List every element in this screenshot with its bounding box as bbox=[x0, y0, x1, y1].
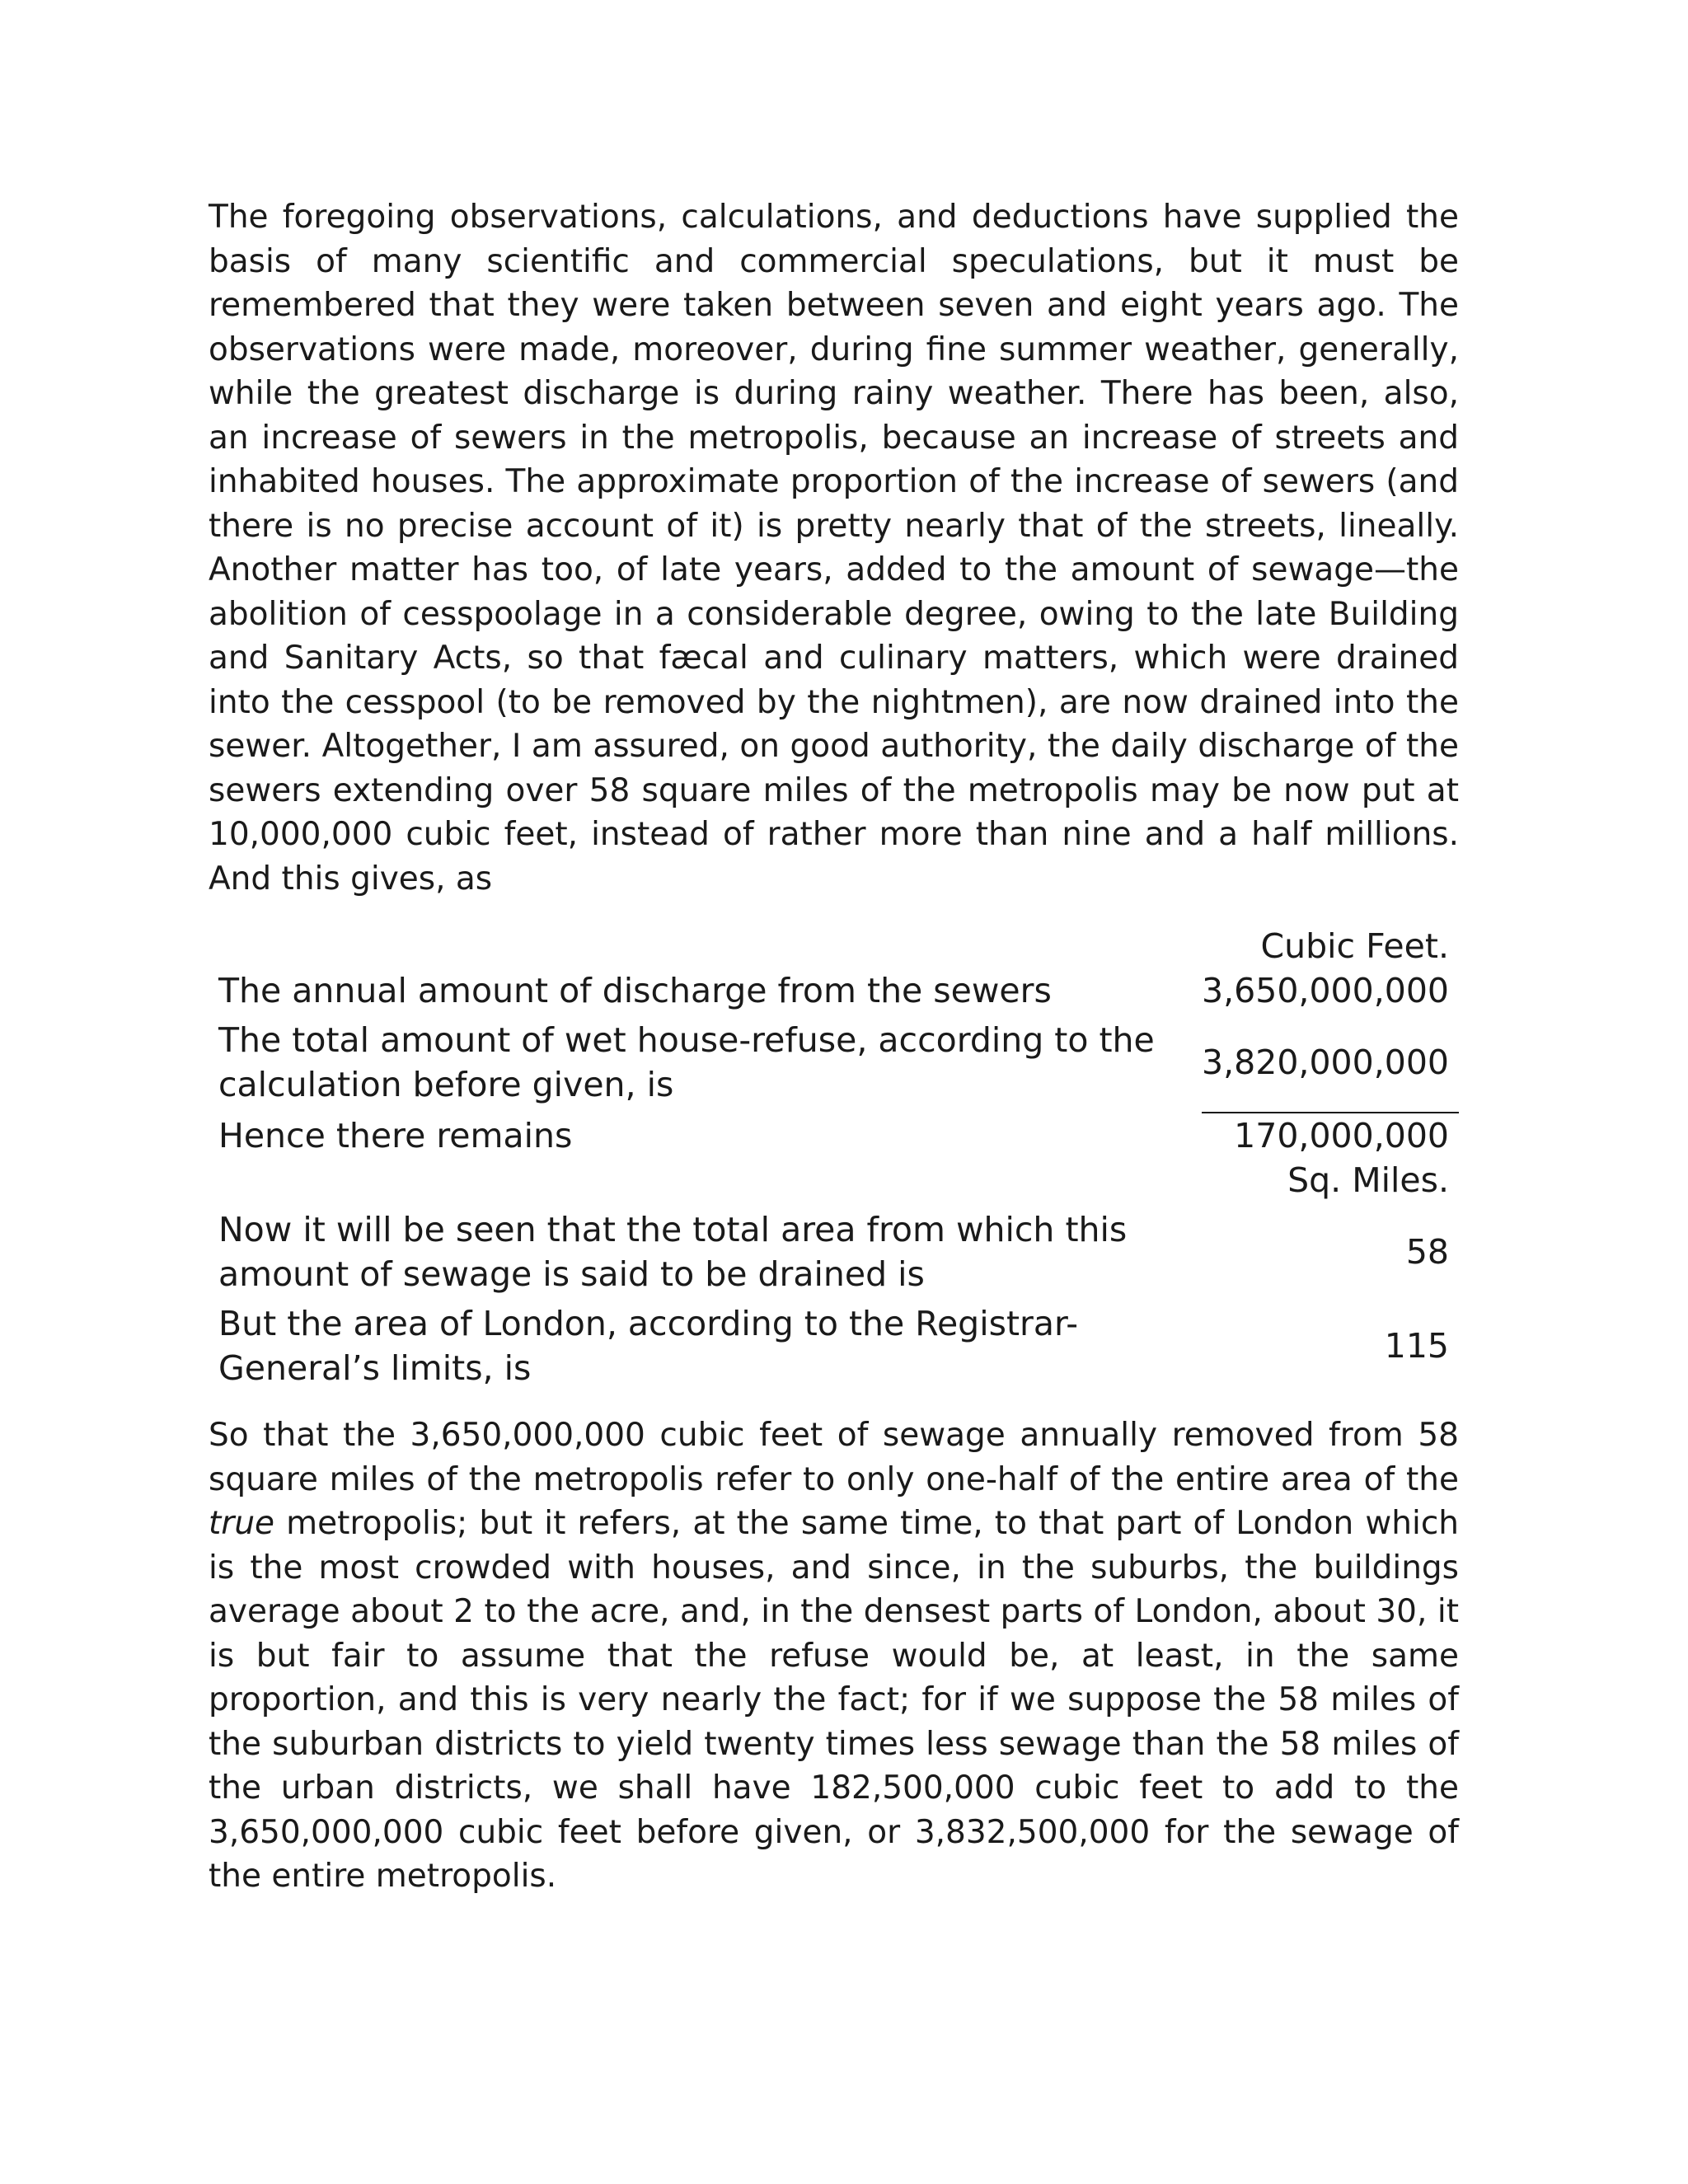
row-value: 3,820,000,000 bbox=[1202, 1043, 1449, 1082]
row-value: 58 bbox=[1405, 1232, 1449, 1272]
result-row bbox=[209, 1113, 1459, 1158]
unit-header-row bbox=[209, 924, 1459, 968]
result-value: 170,000,000 bbox=[1202, 1113, 1459, 1158]
result-label: Hence there remains bbox=[218, 1115, 573, 1155]
table-row bbox=[209, 968, 1459, 1013]
table-row bbox=[209, 1301, 1459, 1390]
table-row bbox=[209, 1018, 1459, 1107]
unit-header-cubic-feet: Cubic Feet. bbox=[1260, 926, 1449, 966]
paragraph-conclusion bbox=[209, 1413, 1459, 1899]
row-value: 3,650,000,000 bbox=[1202, 971, 1449, 1010]
row-label: The annual amount of discharge from the sewers bbox=[218, 971, 1052, 1010]
calculation-table bbox=[209, 924, 1459, 1390]
document-page bbox=[209, 195, 1459, 1899]
row-label: The total amount of wet house-refuse, according to the calculation before given, is bbox=[218, 1020, 1155, 1104]
unit-header-row bbox=[209, 1158, 1459, 1202]
row-value: 115 bbox=[1384, 1326, 1449, 1366]
italic-word: true bbox=[209, 1505, 275, 1542]
table-row bbox=[209, 1207, 1459, 1296]
row-label: Now it will be seen that the total area from which this amount of sewage is said to be drained is bbox=[218, 1210, 1128, 1294]
row-label: But the area of London, according to the Registrar-General’s limits, is bbox=[218, 1304, 1079, 1388]
paragraph-text: So that the 3,650,000,000 cubic feet of sewage annually removed from 58 square miles of the metropolis refer to only one-half of the entire area of the bbox=[209, 1417, 1459, 1498]
unit-header-sq-miles: Sq. Miles. bbox=[1287, 1160, 1449, 1200]
paragraph-text: metropolis; but it refers, at the same time, to that part of London which is the most crowded with houses, and since, in the suburbs, the buildings average about 2 to the acre, and, in the densest parts of London, about 30, it is but fair to assume that the refuse would be, at least, in the same proportion, and this is very nearly the fact; for if we suppose the 58 miles of the suburban districts to yield twenty times less sewage than the 58 miles of the urban districts, we shall have 182,500,000 cubic feet to add to the 3,650,000,000 cubic feet before given, or 3,832,500,000 for the sewage of the entire metropolis. bbox=[209, 1505, 1459, 1895]
paragraph-intro: The foregoing observations, calculations, and deductions have supplied the basis of many scientific and commercial speculations, but it must be remembered that they were taken between seven and eight years ago. The observations were made, moreover, during fine summer weather, generally, while the greatest discharge is during rainy weather. There has been, also, an increase of sewers in the metropolis, because an increase of streets and inhabited houses. The approximate proportion of the increase of sewers (and there is no precise account of it) is pretty nearly that of the streets, lineally. Another matter has too, of late years, added to the amount of sewage—the abolition of cesspoolage in a considerable degree, owing to the late Building and Sanitary Acts, so that fæcal and culinary matters, which were drained into the cesspool (to be removed by the nightmen), are now drained into the sewer. Altogether, I am assured, on good authority, the daily discharge of the sewers extending over 58 square miles of the metropolis may be now put at 10,000,000 cubic feet, instead of rather more than nine and a half millions. And this gives, as bbox=[209, 199, 1459, 898]
